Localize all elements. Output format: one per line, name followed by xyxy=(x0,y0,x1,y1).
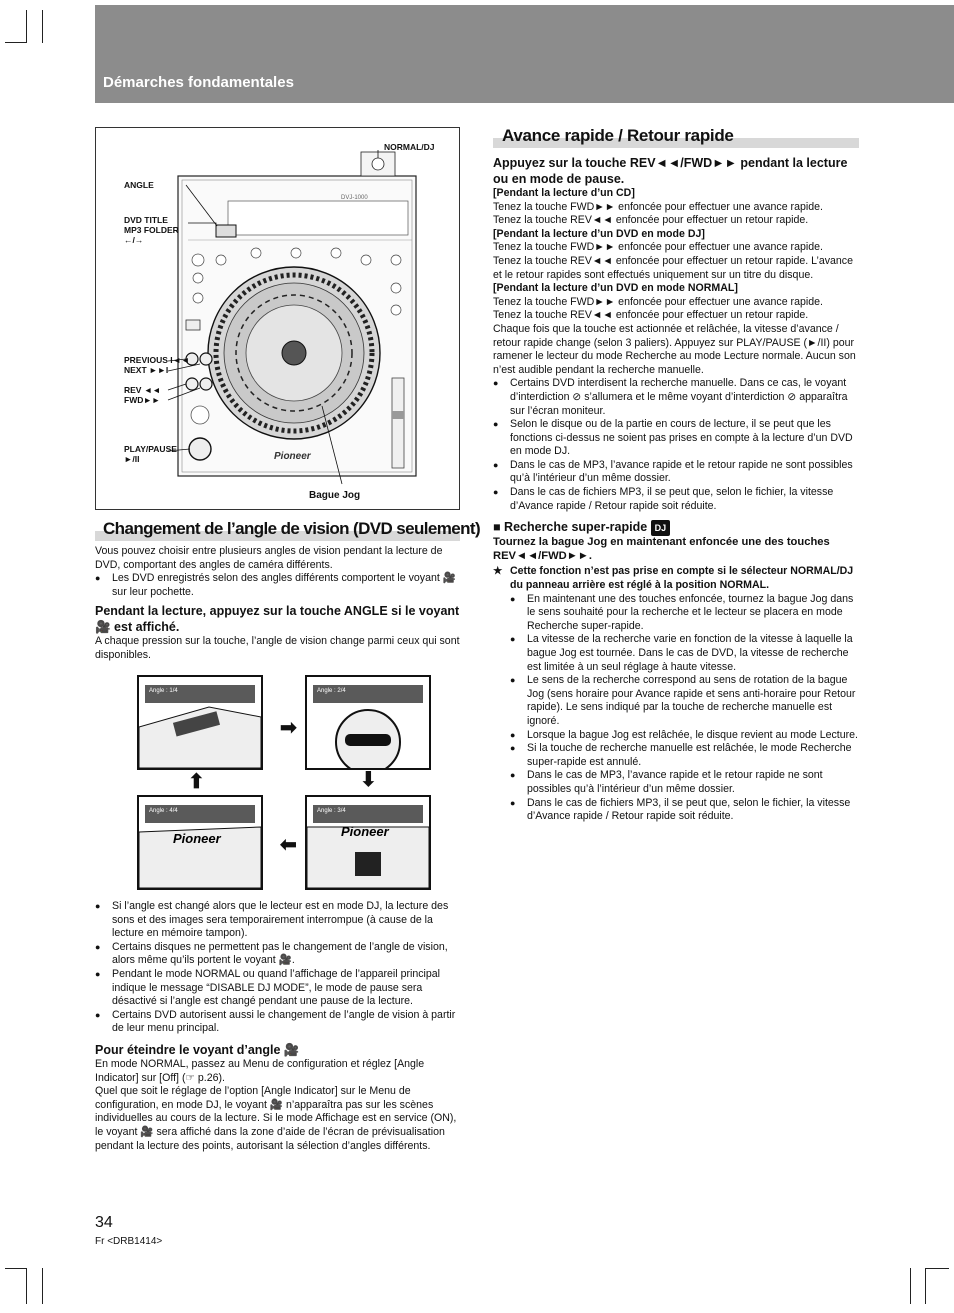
model-label: DVJ-1000 xyxy=(341,195,368,201)
dj-line: Tenez la touche FWD►► enfoncée pour effectuer une avance rapide. xyxy=(493,241,823,254)
angle-bullet: ● Certains disques ne permettent pas le changement de l’angle de vision, alors même qu’ils portent le voyant 🎥. xyxy=(95,941,461,968)
callout-dvd-title: DVD TITLE MP3 FOLDER ←/→ xyxy=(124,215,179,245)
callout-play-pause: PLAY/PAUSE ►/II xyxy=(124,444,177,464)
super-bullet: ● Si la touche de recherche manuelle est relâchée, le mode Recherche super-rapide est annulé. xyxy=(510,742,860,769)
device-figure xyxy=(95,127,460,510)
search-bullet: ● Certains DVD interdisent la recherche manuelle. Dans ce cas, le voyant d’interdiction ⊘ s’allumera et le même voyant d’interdiction ⊘ apparaîtra sur l’écran moniteur. xyxy=(493,377,860,418)
super-bullet: ● Lorsque la bague Jog est relâchée, le disque revient au mode Lecture. xyxy=(510,729,860,743)
star-icon: ★ xyxy=(493,565,503,578)
angle-bullet: ● Certains DVD autorisent aussi le changement de l’angle de vision à partir de leur menu principal. xyxy=(95,1009,461,1036)
angle-step-text: A chaque pression sur la touche, l’angle de vision change parmi ceux qui sont disponibles. xyxy=(95,635,460,661)
callout-previous-next: PREVIOUS I◄◄ NEXT ►►I xyxy=(124,355,190,375)
crop-mark xyxy=(5,42,27,43)
right-column xyxy=(493,155,860,824)
super-bullet: ● La vitesse de la recherche varie en fonction de la vitesse à laquelle la bague Jog est tournée. Dans le cas de DVD, la vitesse de recherche est limitée à un seul réglage à haute vitesse. xyxy=(510,633,860,674)
cd-heading: [Pendant la lecture d’un CD] xyxy=(493,187,635,199)
svg-text:Pioneer: Pioneer xyxy=(341,824,389,839)
angle-intro-bullet: ● Les DVD enregistrés selon des angles différents comportent le voyant 🎥 sur leur pochette. xyxy=(95,572,461,599)
super-bullet: ● Le sens de la recherche correspond au sens de rotation de la bague Jog (sens horaire pour Avance rapide et sens anti-horaire pour Retour rapide). Le sens indiqué par la touche de recherche manuelle est ignoré. xyxy=(510,674,860,728)
angle-off-p1: En mode NORMAL, passez au Menu de configuration et réglez [Angle Indicator] sur [Off] (☞ p.26). xyxy=(95,1057,425,1084)
angle-off-p2: Quel que soit le réglage de l’option [Angle Indicator] sur le Menu de configuration, en mode DJ, le voyant 🎥 n’apparaîtra pas sur les scènes individuelles au cours de la lecture. Si le mode Affichage est en service (ON), le voyant 🎥 sera affiché dans la zone d’aide de l’écran de prévisualisation pendant la lecture des points, autorisant la sélection d’angles différents. xyxy=(95,1085,457,1152)
arrow-up-icon: ⬆ xyxy=(188,771,205,793)
angle-bullet: ● Pendant le mode NORMAL ou quand l’affichage de l’appareil principal indique le message “DISABLE DJ MODE”, le mode de pause sera désactivé si l’angle est changé pendant une pause de la lecture. xyxy=(95,968,461,1009)
angle-step-heading: Pendant la lecture, appuyez sur la touche ANGLE si le voyant 🎥 est affiché. xyxy=(95,604,460,635)
crop-mark xyxy=(925,1268,926,1304)
super-bullet: ● En maintenant une des touches enfoncée, tournez la bague Jog dans le sens souhaité pour la recherche et le lecteur se placera en mode Recherche super-rapide. xyxy=(510,593,860,634)
search-paragraph: Chaque fois que la touche est actionnée et relâchée, la vitesse d’avance / retour rapide change (selon 3 paliers). Appuyez sur PLAY/PAUSE (►/II) pour ramener le lecteur du mode Recherche au mode Lecture normale. Aucun son n’est audible pendant la recherche manuelle. xyxy=(493,322,856,376)
angle-screen-4: Angle : 3/4 Pioneer xyxy=(305,795,431,890)
page-reference: Fr <DRB1414> xyxy=(95,1236,163,1247)
super-bullet: ● Dans le cas de fichiers MP3, il se peut que, selon le fichier, la vitesse d’Avance rapide / Retour rapide soit réduite. xyxy=(510,797,860,824)
normal-line: Tenez la touche FWD►► enfoncée pour effectuer une avance rapide. xyxy=(493,295,823,308)
angle-screen-2: Angle : 2/4 xyxy=(305,675,431,770)
callout-jog: Bague Jog xyxy=(309,490,361,501)
cd-line: Tenez la touche REV◄◄ enfoncée pour effectuer un retour rapide. xyxy=(493,214,809,227)
search-section-title: Avance rapide / Retour rapide xyxy=(502,126,734,145)
crop-mark xyxy=(5,1268,27,1269)
angle-section-title: Changement de l’angle de vision (DVD seulement) xyxy=(103,519,481,538)
search-bullet: ● Dans le cas de fichiers MP3, il se peut que, selon le fichier, la vitesse d’Avance rapide / Retour rapide soit réduite. xyxy=(493,486,860,513)
svg-text:Pioneer: Pioneer xyxy=(173,831,221,846)
dj-badge: DJ xyxy=(651,520,671,536)
super-search-step: Tournez la bague Jog en maintenant enfoncée une des touches REV◄◄/FWD►►. xyxy=(493,536,830,562)
normal-line: Tenez la touche REV◄◄ enfoncée pour effectuer un retour rapide. xyxy=(493,309,809,322)
crop-mark xyxy=(42,10,43,43)
crop-mark xyxy=(26,10,27,43)
section-tag: Démarches fondamentales xyxy=(103,74,294,91)
star-note: ★ Cette fonction n’est pas prise en compte si le sélecteur NORMAL/DJ du panneau arrière est réglé à la position NORMAL. xyxy=(493,565,854,592)
arrow-down-icon: ⬇ xyxy=(360,769,377,791)
search-step-heading: Appuyez sur la touche REV◄◄/FWD►► pendant la lecture ou en mode de pause. xyxy=(493,156,848,186)
crop-mark xyxy=(42,1268,43,1304)
super-search-bullets xyxy=(493,593,860,824)
search-bullet: ● Selon le disque ou de la partie en cours de lecture, il se peut que les fonctions ci-dessus ne soient pas prises en compte à la lecture d’un DVD en mode DJ. xyxy=(493,418,860,459)
arrow-left-icon: ⬅ xyxy=(280,834,297,856)
angle-off-heading: Pour éteindre le voyant d’angle 🎥 xyxy=(95,1042,300,1057)
angle-screen-3: Angle : 4/4 Pioneer xyxy=(137,795,263,890)
search-bullet: ● Dans le cas de MP3, l’avance rapide et le retour rapide ne sont possibles qu’à l’intérieur d’un même dossier. xyxy=(493,459,860,486)
crop-mark xyxy=(910,1268,911,1304)
callout-normal-dj: NORMAL/DJ xyxy=(384,142,435,152)
arrow-right-icon: ➡ xyxy=(280,717,297,739)
angle-intro: Vous pouvez choisir entre plusieurs angles de vision pendant la lecture de DVD, comportant des angles de caméra différents. xyxy=(95,545,443,571)
page-number: 34 xyxy=(95,1214,113,1231)
square-icon: ■ xyxy=(493,520,501,535)
left-column-top xyxy=(95,545,461,663)
super-search-heading: ■ Recherche super-rapide DJ xyxy=(493,519,860,536)
super-bullet: ● Dans le cas de MP3, l’avance rapide et le retour rapide ne sont possibles qu’à l’intérieur d’un même dossier. xyxy=(510,769,860,796)
crop-mark xyxy=(26,1268,27,1304)
angle-screen-1: Angle : 1/4 xyxy=(137,675,263,770)
crop-mark xyxy=(925,1268,949,1269)
dj-line: Tenez la touche REV◄◄ enfoncée pour effectuer un retour rapide. L’avance et le retour rapides sont effectués uniquement sur un titre du disque. xyxy=(493,254,854,281)
cd-line: Tenez la touche FWD►► enfoncée pour effectuer une avance rapide. xyxy=(493,200,823,213)
normal-heading: [Pendant la lecture d’un DVD en mode NORMAL] xyxy=(493,282,738,295)
pioneer-logo: Pioneer xyxy=(274,451,311,462)
angle-bullet: ● Si l’angle est changé alors que le lecteur est en mode DJ, la lecture des sons et des images sera temporairement interrompue (à cause de la lecture en mémoire tampon). xyxy=(95,900,461,941)
dj-heading: [Pendant la lecture d’un DVD en mode DJ] xyxy=(493,227,705,240)
callout-angle: ANGLE xyxy=(124,180,154,190)
left-column-bottom xyxy=(95,900,461,1153)
callout-rev-fwd: REV ◄◄ FWD►► xyxy=(124,385,161,405)
